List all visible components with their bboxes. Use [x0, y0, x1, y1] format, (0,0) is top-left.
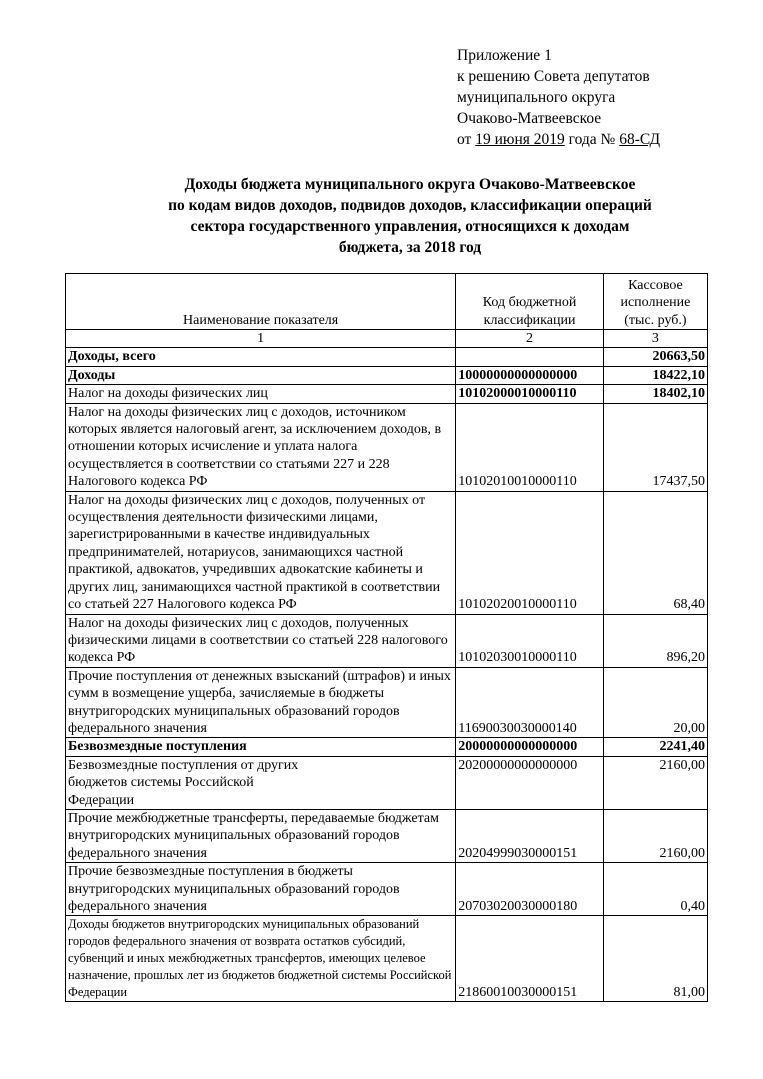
- table-row: [66, 403, 708, 491]
- row-code: 20200000000000000: [456, 756, 604, 809]
- row-name: Налог на доходы физических лиц: [66, 385, 456, 403]
- table-row: [66, 916, 708, 1002]
- table-row: [66, 348, 708, 366]
- row-sum: 2241,40: [603, 738, 707, 756]
- row-name: Безвозмездные поступления от других бюджетов системы Российской Федерации: [66, 756, 456, 809]
- row-code: [456, 348, 604, 366]
- table-row: [66, 756, 708, 809]
- colnum-1: 1: [66, 330, 456, 348]
- table-row: [66, 366, 708, 384]
- row-sum: 2160,00: [603, 756, 707, 809]
- table-row: [66, 738, 708, 756]
- title-line: Доходы бюджета муниципального округа Очаково-Матвеевское: [184, 176, 636, 193]
- row-name: Доходы бюджетов внутригородских муниципальных образований городов федерального значения от возврата остатков субсидий, субвенций и иных межбюджетных трансфертов, имеющих целевое назначение, прошлых лет из бюджетов бюджетной системы Российской Федерации: [66, 916, 456, 1002]
- table-row: [66, 491, 708, 614]
- row-code: 10102030010000110: [456, 614, 604, 667]
- row-name: Прочие межбюджетные трансферты, передаваемые бюджетам внутригородских муниципальных образований городов федерального значения: [66, 809, 456, 862]
- annex-year-word: года №: [564, 131, 620, 148]
- row-code: 10102000010000110: [456, 385, 604, 403]
- header-code: Код бюджетной классификации: [456, 274, 604, 330]
- header-name: Наименование показателя: [66, 274, 456, 330]
- annex-date-prefix: от: [457, 131, 476, 148]
- annex-line: Очаково-Матвеевское: [457, 110, 602, 127]
- annex-date: 19 июня 2019: [475, 131, 565, 148]
- annex-date-line: [457, 129, 660, 150]
- row-sum: 18402,10: [603, 385, 707, 403]
- row-sum: 2160,00: [603, 809, 707, 862]
- title-line: сектора государственного управления, относящихся к доходам: [190, 218, 630, 235]
- row-code: 20000000000000000: [456, 738, 604, 756]
- row-name: Прочие поступления от денежных взысканий (штрафов) и иных сумм в возмещение ущерба, зачисляемые в бюджеты внутригородских муниципальных образований городов федерального значения: [66, 667, 456, 738]
- title-line: по кодам видов доходов, подвидов доходов, классификации операций: [168, 197, 652, 214]
- row-name: Доходы, всего: [66, 348, 456, 366]
- row-name: Доходы: [66, 366, 456, 384]
- annex-number: 68-СД: [619, 131, 661, 148]
- row-sum: 20,00: [603, 667, 707, 738]
- colnum-3: 3: [603, 330, 707, 348]
- row-sum: 18422,10: [603, 366, 707, 384]
- income-table: [65, 273, 708, 1002]
- row-code: 20204999030000151: [456, 809, 604, 862]
- row-name: Налог на доходы физических лиц с доходов, источником которых является налоговый агент, за исключением доходов, в отношении которых исчисление и уплата налога осуществляется в соответствии со статьями 227 и 228 Налогового кодекса РФ: [66, 403, 456, 491]
- annex-line: Приложение 1: [457, 47, 552, 64]
- table-row: [66, 614, 708, 667]
- table-row: [66, 385, 708, 403]
- row-name: Безвозмездные поступления: [66, 738, 456, 756]
- table-row: [66, 809, 708, 862]
- document-title: [60, 174, 760, 258]
- row-sum: 896,20: [603, 614, 707, 667]
- annex-block: [457, 45, 660, 150]
- row-code: 20703020030000180: [456, 863, 604, 916]
- row-sum: 17437,50: [603, 403, 707, 491]
- row-sum: 81,00: [603, 916, 707, 1002]
- table-row: [66, 863, 708, 916]
- row-code: 11690030030000140: [456, 667, 604, 738]
- row-sum: 0,40: [603, 863, 707, 916]
- annex-line: к решению Совета депутатов: [457, 68, 650, 85]
- row-name: Налог на доходы физических лиц с доходов, полученных от осуществления деятельности физическими лицами, зарегистрированными в качестве индивидуальных предпринимателей, нотариусов, занимающихся частной практикой, адвокатов, учредивших адвокатские кабинеты и других лиц, занимающихся частной практикой в соответствии со статьей 227 Налогового кодекса РФ: [66, 491, 456, 614]
- title-line: бюджета, за 2018 год: [338, 239, 482, 256]
- row-code: 10102010010000110: [456, 403, 604, 491]
- colnum-2: 2: [456, 330, 604, 348]
- header-sum: Кассовое исполнение (тыс. руб.): [603, 274, 707, 330]
- row-name: Налог на доходы физических лиц с доходов, полученных физическими лицами в соответствии со статьей 228 налогового кодекса РФ: [66, 614, 456, 667]
- table-row: [66, 667, 708, 738]
- row-sum: 68,40: [603, 491, 707, 614]
- row-name: Прочие безвозмездные поступления в бюджеты внутригородских муниципальных образований городов федерального значения: [66, 863, 456, 916]
- row-sum: 20663,50: [603, 348, 707, 366]
- row-code: 10000000000000000: [456, 366, 604, 384]
- annex-line: муниципального округа: [457, 89, 616, 106]
- row-code: 21860010030000151: [456, 916, 604, 1002]
- row-code: 10102020010000110: [456, 491, 604, 614]
